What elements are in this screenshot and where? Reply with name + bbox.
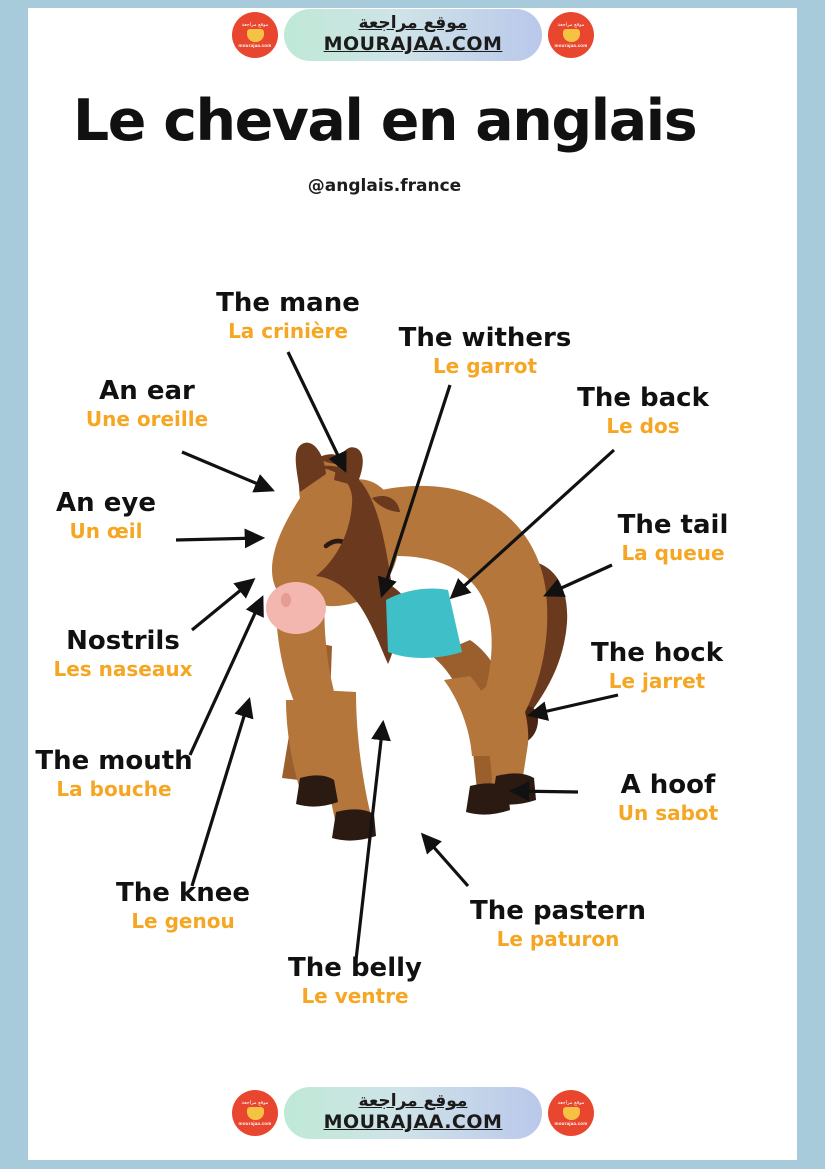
watermark-url[interactable]: MOURAJAA.COM (323, 32, 503, 55)
label-en: A hoof (620, 770, 716, 800)
watermark-arabic: موقع مراجعة (358, 13, 468, 34)
label-en: The withers (398, 323, 572, 353)
label-the-hock (562, 640, 752, 694)
label-fr: Le jarret (608, 669, 706, 694)
label-fr: Un œil (69, 519, 143, 544)
watermark-arabic: موقع مراجعة (358, 1091, 468, 1112)
badge-url: mourajaa.com (554, 1120, 588, 1126)
badge-arabic: موقع مراجعة (241, 1099, 269, 1106)
label-fr: Les naseaux (53, 657, 193, 682)
label-fr: Le paturon (496, 927, 620, 952)
label-fr: Le garrot (432, 354, 538, 379)
label-the-mouth (8, 748, 220, 802)
author-handle: @anglais.france (307, 176, 462, 196)
mourajaa-badge-icon (232, 12, 278, 58)
label-a-hoof (584, 772, 752, 826)
cup-icon (563, 1107, 580, 1120)
page-title: Le cheval en anglais (72, 88, 697, 154)
label-en: The tail (617, 510, 729, 540)
cup-icon (563, 29, 580, 42)
badge-url: mourajaa.com (238, 42, 272, 48)
label-en: The knee (116, 878, 250, 908)
label-an-ear (62, 378, 232, 432)
badge-arabic: موقع مراجعة (241, 21, 269, 28)
label-nostrils (28, 628, 218, 682)
label-en: An ear (99, 376, 195, 406)
label-en: An eye (56, 488, 156, 518)
badge-arabic: موقع مراجعة (557, 21, 585, 28)
label-en: The back (577, 383, 709, 413)
label-the-tail (588, 512, 758, 566)
badge-url: mourajaa.com (554, 42, 588, 48)
label-the-pastern (448, 898, 668, 952)
mourajaa-badge-icon (548, 1090, 594, 1136)
label-fr: Un sabot (617, 801, 719, 826)
label-an-eye (26, 490, 186, 544)
label-en: The hock (590, 638, 723, 668)
label-the-mane (198, 290, 378, 344)
mourajaa-badge-icon (548, 12, 594, 58)
cup-icon (247, 29, 264, 42)
cup-icon (247, 1107, 264, 1120)
label-fr: La bouche (56, 777, 172, 802)
label-en: The pastern (470, 896, 646, 926)
label-en: Nostrils (66, 626, 180, 656)
label-the-back (548, 385, 738, 439)
label-fr: La crinière (228, 319, 348, 344)
label-en: The mane (216, 288, 360, 318)
label-fr: Le dos (606, 414, 680, 439)
badge-url: mourajaa.com (238, 1120, 272, 1126)
label-the-knee (88, 880, 278, 934)
watermark-text (324, 1092, 503, 1133)
watermark-url[interactable]: MOURAJAA.COM (323, 1110, 503, 1133)
label-fr: Le ventre (301, 984, 409, 1009)
mourajaa-badge-icon (232, 1090, 278, 1136)
watermark-bottom (228, 1082, 598, 1144)
badge-arabic: موقع مراجعة (557, 1099, 585, 1106)
label-fr: Une oreille (85, 407, 209, 432)
label-the-withers (385, 325, 585, 379)
label-the-belly (262, 955, 448, 1009)
label-en: The belly (288, 953, 422, 983)
label-en: The mouth (35, 746, 193, 776)
label-fr: La queue (621, 541, 725, 566)
label-fr: Le genou (131, 909, 235, 934)
watermark-top (228, 4, 598, 66)
watermark-text (324, 14, 503, 55)
